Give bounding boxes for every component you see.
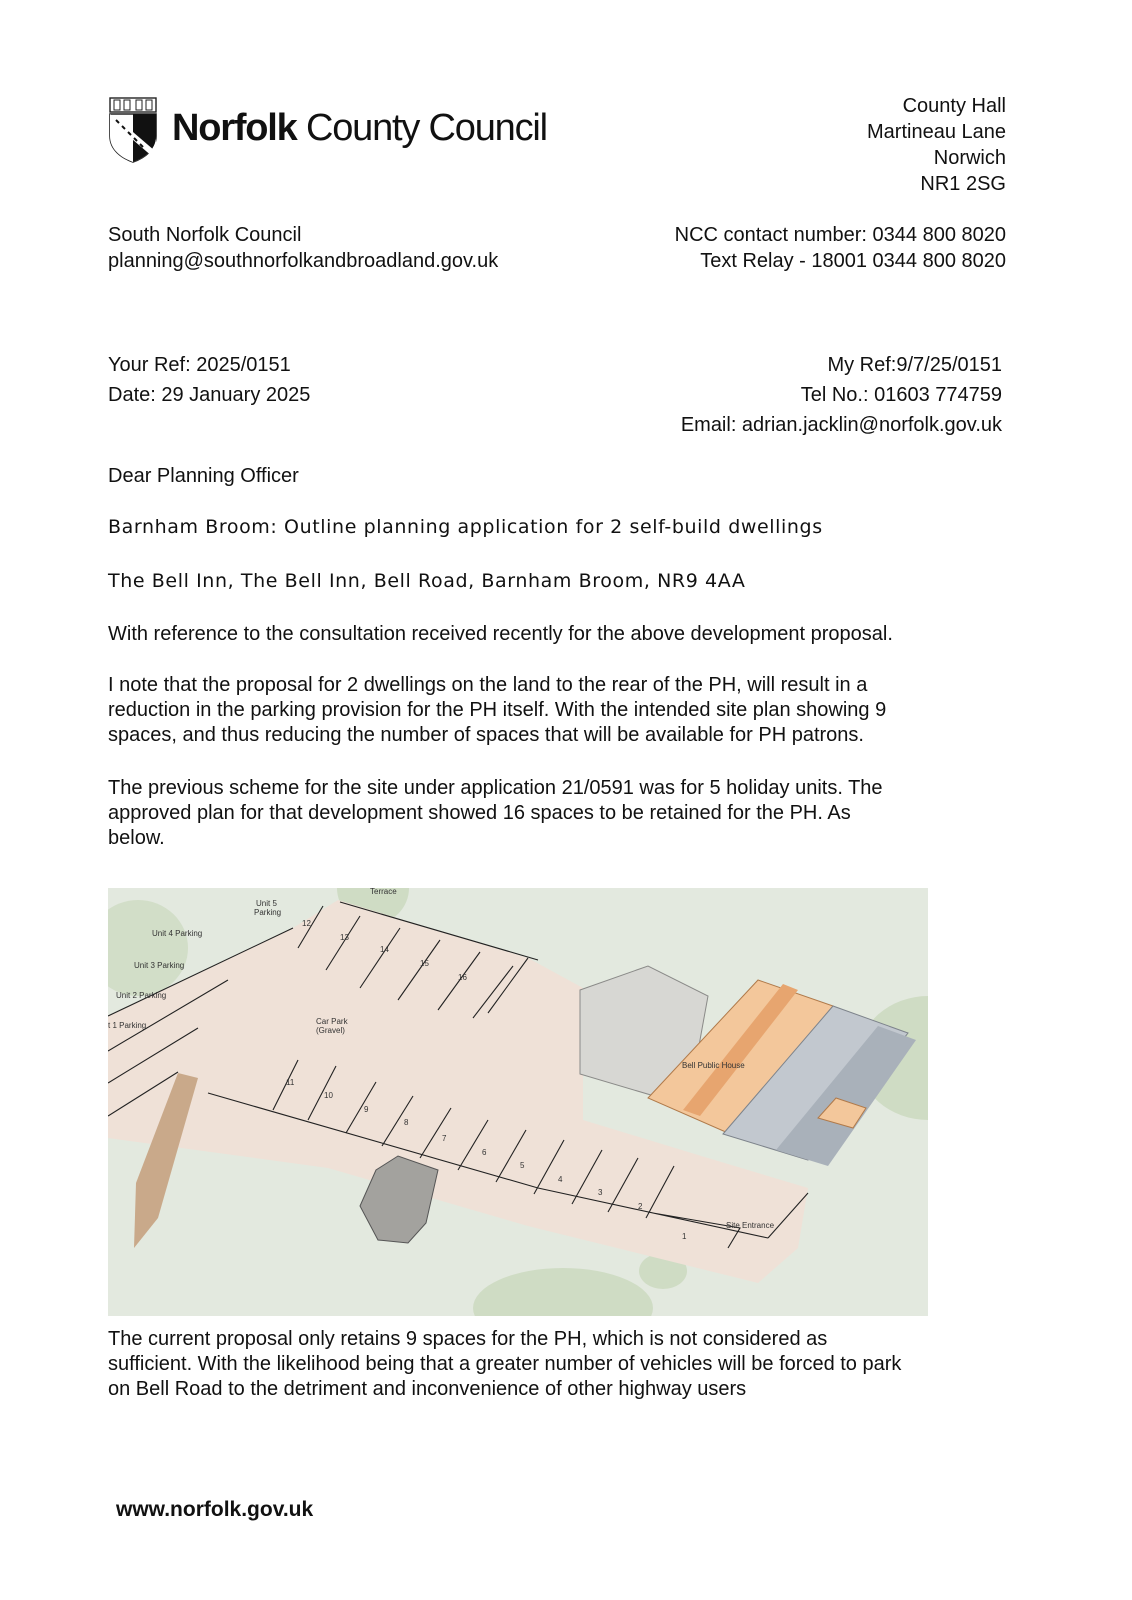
contact-block (675, 222, 1006, 274)
paragraph-4 (108, 1327, 1028, 1402)
paragraph-2 (108, 673, 1028, 748)
paragraph-line: I note that the proposal for 2 dwellings on the land to the rear of the PH, will result in a (108, 674, 868, 696)
parking-space-number: 7 (442, 1134, 447, 1143)
paragraph-line: approved plan for that development showed 16 spaces to be retained for the PH. As (108, 802, 851, 824)
council-name-bold: Norfolk (172, 107, 297, 149)
parking-space-number: 11 (286, 1078, 295, 1087)
parking-space-number: 5 (520, 1161, 525, 1170)
address-line: NR1 2SG (920, 173, 1006, 195)
council-logo (108, 96, 548, 166)
plan-label-terrace: Terrace (370, 888, 397, 896)
paragraph-line: below. (108, 827, 165, 849)
address-line: County Hall (902, 95, 1006, 117)
parking-space-number: 3 (598, 1188, 603, 1197)
parking-space-number: 2 (638, 1202, 643, 1211)
parking-space-number: 10 (324, 1091, 333, 1100)
salutation: Dear Planning Officer (108, 465, 299, 487)
paragraph-line: spaces, and thus reducing the number of spaces that will be available for PH patrons. (108, 724, 864, 746)
plan-label-pub: Bell Public House (682, 1061, 745, 1070)
parking-space-number: 9 (364, 1105, 369, 1114)
ncc-contact-number: NCC contact number: 0344 800 8020 (674, 224, 1006, 246)
plan-label-gravel: (Gravel) (316, 1026, 345, 1035)
subject-line: Barnham Broom: Outline planning application for 2 self-build dwellings (108, 516, 823, 538)
parking-space-number: 8 (404, 1118, 409, 1127)
recipient-email: planning@southnorfolkandbroadland.gov.uk (108, 250, 499, 272)
recipient-block (108, 222, 498, 274)
parking-space-number: 12 (302, 919, 311, 928)
your-ref-block (108, 350, 310, 410)
council-name (172, 106, 547, 150)
your-ref: Your Ref: 2025/0151 (108, 354, 291, 376)
text-relay-number: Text Relay - 18001 0344 800 8020 (700, 250, 1006, 272)
plan-label-unit5-parking: Parking (254, 908, 282, 917)
address-line: Martineau Lane (867, 121, 1006, 143)
plan-label-unit4: Unit 4 Parking (152, 929, 203, 938)
plan-label-unit2: Unit 2 Parking (116, 991, 167, 1000)
plan-label-unit3: Unit 3 Parking (134, 961, 185, 970)
parking-space-number: 13 (340, 933, 349, 942)
plan-label-unit5: Unit 5 (256, 899, 277, 908)
paragraph-1: With reference to the consultation received recently for the above development proposal. (108, 623, 893, 645)
paragraph-line: reduction in the parking provision for the PH itself. With the intended site plan showing 9 (108, 699, 887, 721)
paragraph-3 (108, 776, 1028, 851)
parking-space-number: 14 (380, 945, 389, 954)
sender-address (867, 93, 1006, 197)
address-line: Norwich (933, 147, 1006, 169)
my-ref: My Ref:9/7/25/0151 (827, 354, 1002, 376)
plan-label-car-park: Car Park (316, 1017, 348, 1026)
my-ref-block (681, 350, 1002, 440)
paragraph-line: The previous scheme for the site under application 21/0591 was for 5 holiday units. The (108, 777, 883, 799)
officer-tel: Tel No.: 01603 774759 (800, 384, 1002, 406)
plan-label-unit1: t 1 Parking (108, 1021, 147, 1030)
council-crest-icon (108, 96, 158, 164)
site-plan-drawing (108, 888, 928, 1316)
parking-space-number: 16 (458, 973, 467, 982)
parking-space-number: 15 (420, 959, 429, 968)
council-name-rest: County Council (296, 107, 547, 149)
recipient-name: South Norfolk Council (108, 224, 302, 246)
paragraph-line: on Bell Road to the detriment and inconvenience of other highway users (108, 1378, 747, 1400)
parking-space-number: 1 (682, 1232, 687, 1241)
letter-date: Date: 29 January 2025 (108, 384, 311, 406)
footer-website: www.norfolk.gov.uk (116, 1498, 314, 1521)
site-plan-figure (108, 888, 928, 1316)
site-address: The Bell Inn, The Bell Inn, Bell Road, Barnham Broom, NR9 4AA (108, 570, 746, 592)
parking-space-number: 6 (482, 1148, 487, 1157)
plan-label-site-entrance: Site Entrance (726, 1221, 775, 1230)
parking-space-number: 4 (558, 1175, 563, 1184)
paragraph-line: sufficient. With the likelihood being that a greater number of vehicles will be forced to park (108, 1353, 902, 1375)
paragraph-line: The current proposal only retains 9 spaces for the PH, which is not considered as (108, 1328, 828, 1350)
officer-email: Email: adrian.jacklin@norfolk.gov.uk (680, 414, 1002, 436)
